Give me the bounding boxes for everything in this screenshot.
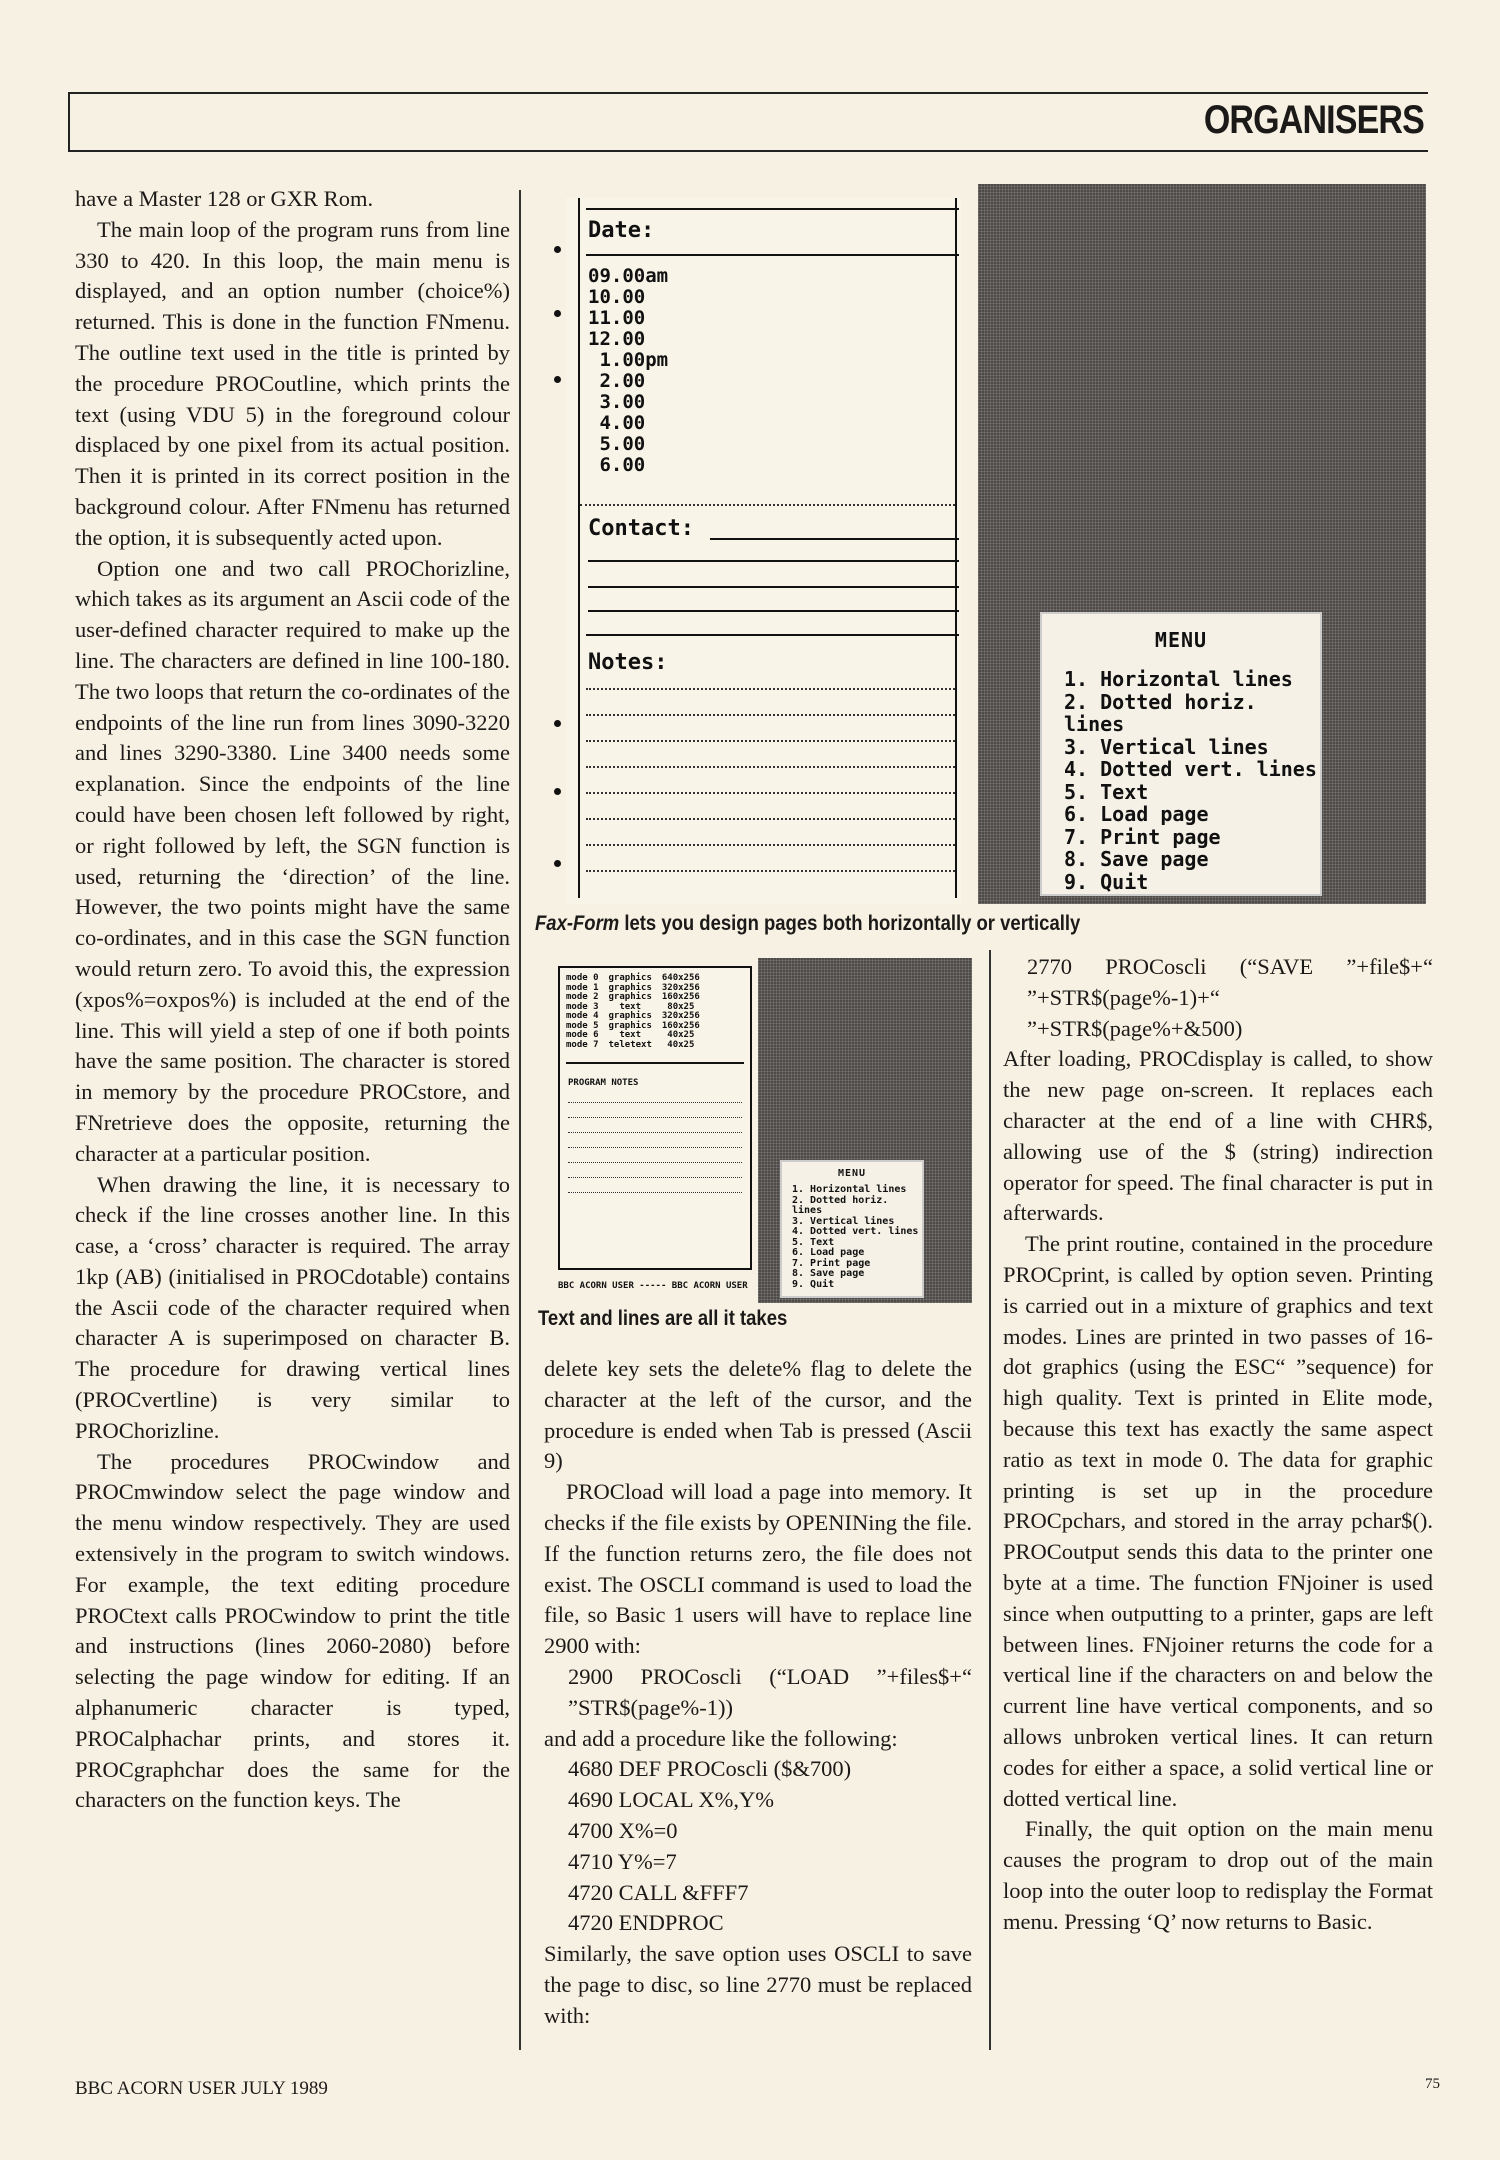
mode-cell: mode 7 bbox=[566, 1039, 599, 1050]
dotted-line bbox=[568, 1147, 742, 1148]
mode-cell: 640x256 bbox=[661, 973, 700, 983]
time-slot: 5.00 bbox=[588, 433, 646, 455]
code-line: 2900 PROCoscli (“LOAD ”+files$+“ ”STR$(page%-1)) bbox=[568, 1663, 972, 1720]
menu-item: 1. Horizontal lines bbox=[1064, 667, 1293, 691]
mode-cell: 40x25 bbox=[667, 1030, 695, 1040]
menu-title: MENU bbox=[1154, 628, 1208, 652]
caption-italic: Fax-Form bbox=[535, 912, 620, 935]
time-slot: 12.00 bbox=[588, 328, 646, 350]
program-notes-label: PROGRAM NOTES bbox=[568, 1078, 639, 1088]
form-printout bbox=[566, 198, 961, 904]
code-line: 4680 DEF PROCoscli ($&700) bbox=[568, 1756, 852, 1782]
time-slot: 3.00 bbox=[588, 391, 646, 413]
paragraph: The print routine, contained in the procedure PROCprint, is called by option seven. Printing is carried out in a mixture of graphics and text modes. Lines are printed in two passes of 16-dot graphics (using the ESC“ ”sequence) for high quality. Text is printed in Elite mode, because this text has exactly the same aspect ratio as text in mode 0. The data for graphic printing is set up in the procedure PROCpchars, and stored in the array pchar$(). PROCoutput sends this data to the printer one byte at a time. The function FNjoiner is used since when outputting to a printer, gaps are left between lines. FNjoiner returns the code for a vertical line if the characters on and below the current line have vertical components, and so allows unbroken vertical lines. It can return codes for either a space, a solid vertical line or dotted vertical line. bbox=[1003, 1231, 1433, 1811]
dotted-line bbox=[586, 870, 955, 872]
time-slots bbox=[588, 266, 668, 476]
figure-text-lines bbox=[540, 958, 972, 1303]
mode-cell: mode 5 bbox=[566, 1020, 599, 1031]
form-printout-2 bbox=[558, 966, 752, 1270]
mode-cell: 40x25 bbox=[667, 1039, 695, 1050]
paragraph: When drawing the line, it is necessary to check if the line crosses another line. In this case, a ‘cross’ character is required. The array 1kp (AB) (initialised in PROCdotable) contains the Ascii code of the character required when character A is superimposed on character B. The procedure for drawing vertical lines (PROCvertline) is very similar to PROChorizline. bbox=[75, 1171, 510, 1443]
menu-list bbox=[792, 1185, 922, 1290]
mode-cell: graphics bbox=[608, 992, 652, 1002]
dotted-line bbox=[586, 714, 955, 716]
paragraph: The procedures PROCwindow and PROCmwindow select the page window and the menu window respectively. They are used extensively in the program to switch windows. For example, the text editing procedure PROCtext calls PROCwindow to print the title and instructions (lines 2060-2080) before selecting the page window for editing. If an alphanumeric character is typed, PROCalphachar prints, and stores it. PROCgraphchar does the same for the characters on the function keys. The bbox=[75, 1448, 510, 1813]
left-column bbox=[75, 184, 510, 1816]
dotted-line bbox=[586, 766, 955, 768]
time-slot: 1.00pm bbox=[588, 349, 669, 371]
section-header bbox=[68, 92, 1428, 152]
paragraph: Similarly, the save option uses OSCLI to save the page to disc, so line 2770 must be replaced with: bbox=[544, 1941, 972, 2028]
dotted-line bbox=[586, 740, 955, 742]
menu-item: 7. Print page bbox=[792, 1257, 871, 1269]
code-line: 4720 CALL &FFF7 bbox=[568, 1879, 749, 1905]
mode-cell: graphics bbox=[608, 973, 652, 983]
mode-cell: mode 2 bbox=[566, 992, 599, 1002]
dotted-line bbox=[586, 688, 955, 690]
mode-cell: 160x256 bbox=[661, 1020, 700, 1031]
mode-cell: mode 1 bbox=[566, 982, 599, 993]
menu-item: 6. Load page bbox=[1064, 802, 1209, 826]
code-line: 4710 Y%=7 bbox=[568, 1848, 677, 1874]
dotted-line bbox=[568, 1177, 742, 1178]
paragraph: and add a procedure like the following: bbox=[544, 1725, 898, 1751]
mode-cell: graphics bbox=[608, 1011, 652, 1021]
page-number: 75 bbox=[1425, 2076, 1440, 2092]
mode-cell: mode 3 bbox=[566, 1001, 599, 1012]
mode-cell: 320x256 bbox=[661, 982, 700, 993]
dotted-line bbox=[586, 844, 955, 846]
paragraph: PROCload will load a page into memory. It checks if the file exists by OPENINing the file. If the function returns zero, the file does not exist. The OSCLI command is used to load the file, so Basic 1 users will have to replace line 2900 with: bbox=[544, 1479, 972, 1659]
menu-item: 9. Quit bbox=[1064, 869, 1149, 894]
section-title: ORGANISERS bbox=[1203, 98, 1424, 142]
mode-cell: 80x25 bbox=[667, 1001, 695, 1012]
right-column bbox=[1003, 952, 1433, 1938]
menu-item: 2. Dotted horiz. lines bbox=[792, 1194, 889, 1216]
time-slot: 6.00 bbox=[588, 454, 646, 476]
menu-box bbox=[780, 1160, 924, 1298]
time-slot: 09.00am bbox=[588, 265, 669, 287]
dotted-line bbox=[568, 1117, 742, 1118]
dotted-line bbox=[568, 1102, 742, 1103]
time-slot: 2.00 bbox=[588, 370, 646, 392]
menu-item: 6. Load page bbox=[792, 1247, 865, 1258]
menu-item: 5. Text bbox=[792, 1236, 835, 1248]
figure1-caption bbox=[535, 912, 1080, 936]
mode-cell: graphics bbox=[608, 1020, 652, 1031]
menu-item: 8. Save page bbox=[792, 1268, 865, 1279]
time-slot: 10.00 bbox=[588, 286, 646, 308]
dotted-line bbox=[568, 1162, 742, 1163]
mode-cell: text bbox=[619, 1001, 642, 1012]
menu-item: 9. Quit bbox=[792, 1278, 835, 1290]
mode-row bbox=[566, 1041, 710, 1051]
menu-item: 1. Horizontal lines bbox=[792, 1184, 907, 1195]
menu-item: 5. Text bbox=[1064, 779, 1149, 804]
code-line: 4720 ENDPROC bbox=[568, 1910, 724, 1936]
mode-cell: 320x256 bbox=[661, 1011, 700, 1021]
menu-item: 2. Dotted horiz. lines bbox=[1064, 689, 1257, 736]
mode-cell: text bbox=[619, 1030, 642, 1040]
mode-cell: mode 4 bbox=[566, 1011, 599, 1021]
time-slot: 11.00 bbox=[588, 307, 646, 329]
column-divider bbox=[519, 190, 521, 2050]
paragraph: Finally, the quit option on the main menu causes the program to drop out of the main loop into the outer loop to redisplay the Format menu. Pressing ‘Q’ now returns to Basic. bbox=[1003, 1816, 1433, 1934]
menu-title: MENU bbox=[837, 1168, 867, 1179]
caption-text: lets you design pages both horizontally or vertically bbox=[619, 912, 1081, 935]
dotted-line bbox=[586, 818, 955, 820]
dotted-line bbox=[568, 1132, 742, 1133]
mode-cell: teletext bbox=[608, 1039, 652, 1050]
modes-table bbox=[566, 974, 710, 1050]
menu-box bbox=[1040, 612, 1322, 896]
publication-footer: BBC ACORN USER JULY 1989 bbox=[75, 2078, 328, 2099]
paragraph: delete key sets the delete% flag to delete the character at the left of the cursor, and the procedure is ended when Tab is pressed (Ascii 9) bbox=[544, 1356, 972, 1474]
menu-item: 3. Vertical lines bbox=[792, 1215, 895, 1227]
figure2-caption: Text and lines are all it takes bbox=[538, 1307, 788, 1330]
paragraph: have a Master 128 or GXR Rom. bbox=[75, 186, 374, 211]
mode-cell: graphics bbox=[608, 982, 652, 993]
menu-item: 4. Dotted vert. lines bbox=[792, 1226, 919, 1237]
column-divider bbox=[989, 950, 991, 2050]
code-line: 4700 X%=0 bbox=[568, 1817, 678, 1843]
contact-label: Contact: bbox=[588, 516, 694, 541]
form-frame bbox=[578, 198, 957, 898]
printout-footer: BBC ACORN USER ----- BBC ACORN USER bbox=[558, 1281, 748, 1291]
middle-column bbox=[544, 1354, 972, 2032]
dotted-line bbox=[568, 1192, 742, 1193]
date-label: Date: bbox=[588, 218, 655, 243]
menu-item: 4. Dotted vert. lines bbox=[1064, 757, 1317, 781]
menu-list bbox=[1064, 668, 1320, 893]
menu-item: 7. Print page bbox=[1064, 824, 1221, 849]
mode-cell: 160x256 bbox=[661, 992, 700, 1002]
menu-item: 3. Vertical lines bbox=[1064, 734, 1269, 759]
code-line: 4690 LOCAL X%,Y% bbox=[568, 1787, 775, 1813]
paragraph: After loading, PROCdisplay is called, to show the new page on-screen. It replaces each character at the end of a line with CHR$, allowing use of the $ (string) indirection operator for speed. The final character is put in afterwards. bbox=[1003, 1046, 1433, 1226]
time-slot: 4.00 bbox=[588, 412, 646, 434]
notes-label: Notes: bbox=[588, 650, 668, 675]
dotted-line bbox=[586, 792, 955, 794]
paragraph: The main loop of the program runs from line 330 to 420. In this loop, the main menu is displayed, and an option number (choice%) returned. This is done in the function FNmenu. The outline text used in the title is printed by the procedure PROCoutline, which prints the text (using VDU 5) in the foreground colour displaced by one pixel from its actual position. Then it is printed in its correct position in the background colour. After FNmenu has returned the option, it is subsequently acted upon. bbox=[75, 216, 510, 550]
code-line: 2770 PROCoscli (“SAVE ”+file$+“ ”+STR$(page%-1)+“ ”+STR$(page%+&500) bbox=[1027, 954, 1433, 1041]
mode-cell: mode 0 bbox=[566, 973, 599, 983]
menu-item: 8. Save page bbox=[1064, 847, 1209, 871]
figure-fax-form bbox=[556, 184, 1426, 904]
paragraph: Option one and two call PROChorizline, which takes as its argument an Ascii code of the user-defined character required to make up the line. The characters are defined in line 100-180. The two loops that return the co-ordinates of the endpoints of the line run from lines 3090-3220 and lines 3290-3380. Line 3400 needs some explanation. Since the endpoints of the line could have been chosen left followed by right, or right followed by left, the SGN function is used, returning the ‘direction’ of the line. However, the two points might have the same co-ordinates, and in this case the SGN function would return zero. To avoid this, the expression (xpos%=oxpos%) is included at the end of the line. This will yield a step of one if both points have the same position. The character is stored in memory by the procedure PROCstore, and FNretrieve does the opposite, returning the character at a particular position. bbox=[75, 555, 510, 1166]
mode-cell: mode 6 bbox=[566, 1030, 599, 1040]
